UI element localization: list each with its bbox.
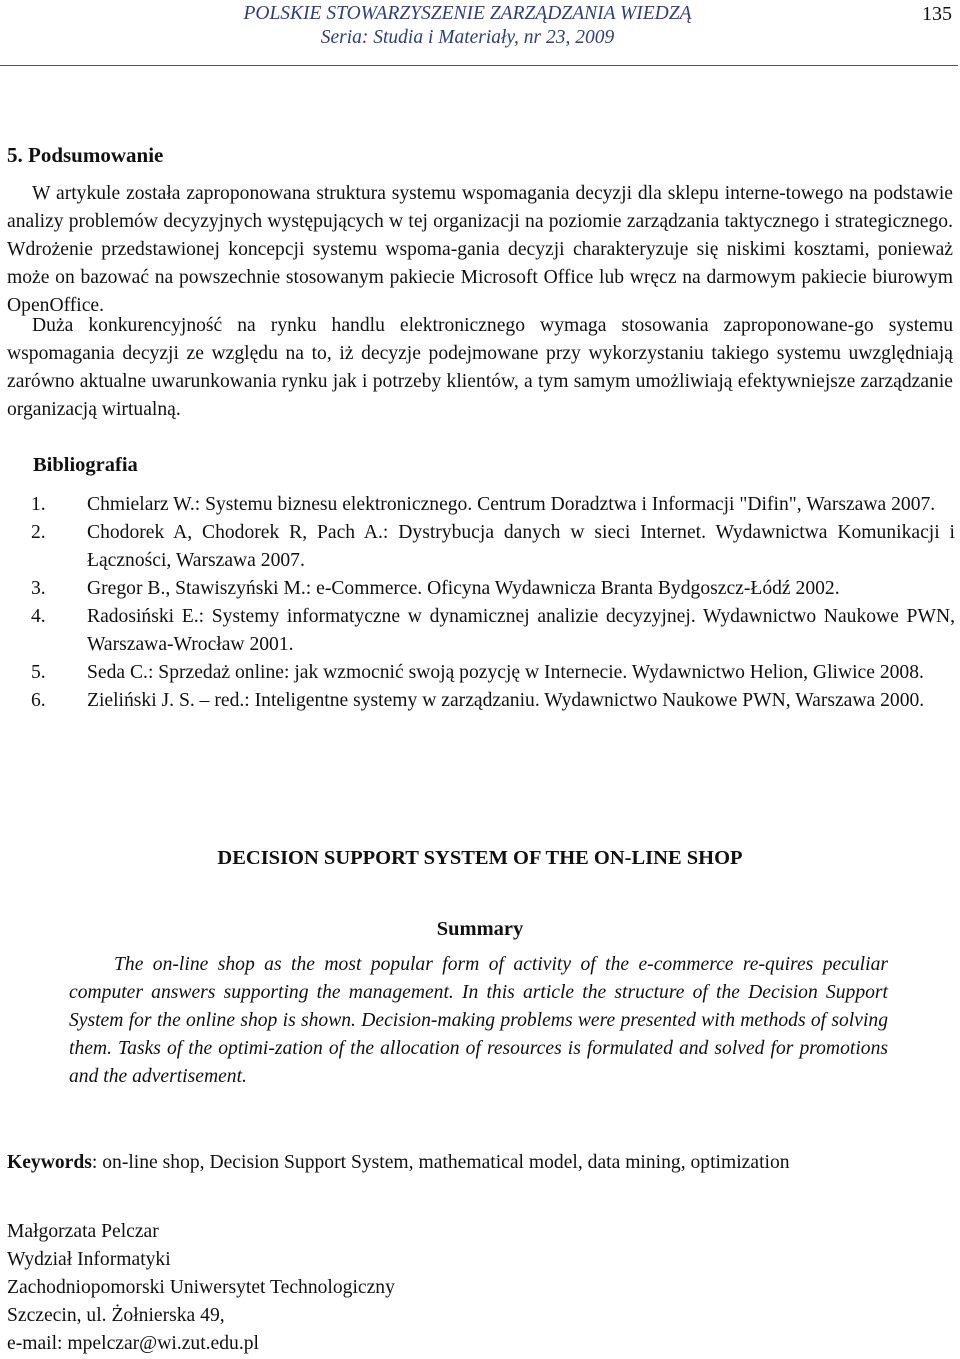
journal-name: POLSKIE STOWARZYSZENIE ZARZĄDZANIA WIEDZĄ [243, 3, 692, 24]
bibliography-item-text: Seda C.: Sprzedaż online: jak wzmocnić swoją pozycję w Internecie. Wydawnictwo Helion, Gliwice 2008. [87, 662, 924, 683]
bibliography-item [31, 687, 955, 715]
author-address: Szczecin, ul. Żołnierska 49, [7, 1305, 225, 1326]
author-name: Małgorzata Pelczar [7, 1221, 159, 1242]
bibliography-item-text: Chodorek A, Chodorek R, Pach A.: Dystrybucja danych w sieci Internet. Wydawnictwa Komunikacji i Łączności, Warszawa 2007. [87, 522, 955, 571]
bibliography-item [31, 659, 955, 687]
author-affiliation [7, 1218, 907, 1358]
series-info: Seria: Studia i Materiały, nr 23, 2009 [320, 27, 615, 48]
bibliography-item-number: 6. [31, 690, 46, 711]
summary-heading: Summary [436, 918, 524, 940]
running-header [0, 0, 960, 60]
bibliography-item-number: 2. [31, 522, 46, 543]
page-number: 135 [922, 3, 952, 25]
summary-paragraph-1: W artykule została zaproponowana struktura systemu wspomagania decyzji dla sklepu interne-towego na podstawie analizy problemów decyzyjnych występujących w tej organizacji na poziomie zarządzania taktycznego i strategicznego. Wdrożenie przedstawionej koncepcji systemu wspoma-gania decyzji charakteryzuje się niskimi kosztami, ponieważ może on bazować na powszechnie stosowanym pakiecie Microsoft Office lub wręcz na darmowym pakiecie biurowym OpenOffice. [7, 183, 953, 316]
bibliography-item-text: Radosiński E.: Systemy informatyczne w dynamicznej analizie decyzyjnej. Wydawnictwo Naukowe PWN, Warszawa-Wrocław 2001. [87, 606, 955, 655]
bibliography-heading: Bibliografia [33, 454, 138, 476]
author-university: Zachodniopomorski Uniwersytet Technologiczny [7, 1277, 395, 1298]
bibliography-list [31, 491, 955, 715]
bibliography-item-number: 4. [31, 606, 46, 627]
summary-abstract: The on-line shop as the most popular form of activity of the e-commerce re-quires peculiar computer answers supporting the management. In this article the structure of the Decision Support System for the online shop is shown. Decision-making problems were presented with methods of solving them. Tasks of the optimi-zation of the allocation of resources is formulated and solved for promotions and the advertisement. [69, 954, 888, 1087]
bibliography-item [31, 491, 955, 519]
summary-paragraph-2: Duża konkurencyjność na rynku handlu elektronicznego wymaga stosowania zaproponowane-go systemu wspomagania decyzji ze względu na to, iż decyzje podejmowane przy wykorzystaniu takiego systemu uwzględniają zarówno aktualne uwarunkowania rynku jak i potrzeby klientów, a tym samym umożliwiają efektywniejsze zarządzanie organizacją wirtualną. [7, 315, 953, 420]
header-divider [0, 65, 958, 66]
bibliography-item [31, 603, 955, 659]
section-heading-podsumowanie: 5. Podsumowanie [7, 143, 164, 167]
keywords-label: Keywords [7, 1152, 92, 1173]
bibliography-item-number: 1. [31, 494, 46, 515]
bibliography-item-number: 5. [31, 662, 46, 683]
bibliography-item [31, 519, 955, 575]
author-department: Wydział Informatyki [7, 1249, 171, 1270]
bibliography-item-text: Chmielarz W.: Systemu biznesu elektronicznego. Centrum Doradztwa i Informacji "Difin", Warszawa 2007. [87, 494, 936, 515]
bibliography-item-text: Zieliński J. S. – red.: Inteligentne systemy w zarządzaniu. Wydawnictwo Naukowe PWN, Warszawa 2000. [87, 690, 925, 711]
english-title: DECISION SUPPORT SYSTEM OF THE ON-LINE SHOP [217, 847, 743, 869]
keywords-text: : on-line shop, Decision Support System, mathematical model, data mining, optimization [91, 1152, 790, 1173]
keywords-line [7, 1149, 955, 1177]
bibliography-item [31, 575, 955, 603]
author-email: e-mail: mpelczar@wi.zut.edu.pl [7, 1333, 259, 1354]
bibliography-item-number: 3. [31, 578, 46, 599]
bibliography-item-text: Gregor B., Stawiszyński M.: e-Commerce. Oficyna Wydawnicza Branta Bydgoszcz-Łódź 2002. [87, 578, 840, 599]
